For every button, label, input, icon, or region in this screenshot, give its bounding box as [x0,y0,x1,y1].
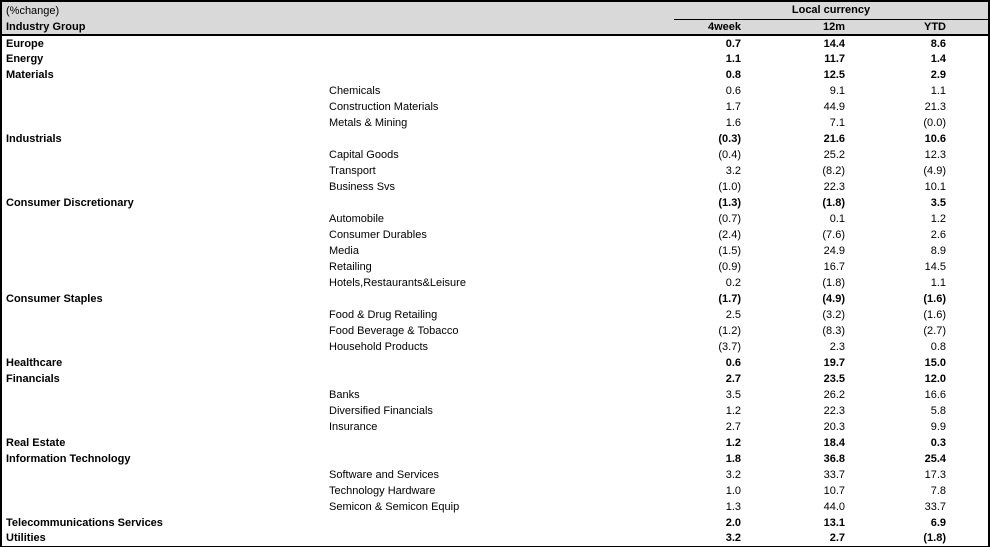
value-cell: 1.1 [725,53,741,65]
value-cell: (0.7) [718,213,741,225]
value-cell: 2.7 [725,421,741,433]
table-row [1,467,989,483]
sub-industry-label: Automobile [329,213,385,225]
value-cell: 2.7 [725,373,741,385]
local-currency-header: Local currency [674,1,989,19]
industry-group-label: Healthcare [6,357,63,369]
table-row [1,435,989,451]
value-cell: 23.5 [823,373,845,385]
industry-group-label: Energy [6,53,44,65]
value-cell: 25.2 [823,149,845,161]
value-cell: (8.2) [822,165,845,177]
value-cell: 11.7 [824,53,845,65]
value-cell: 5.8 [930,405,946,417]
value-cell: 2.0 [725,517,741,529]
value-cell: 1.8 [725,453,741,465]
value-cell: 0.8 [930,341,946,353]
value-cell: 1.2 [930,213,946,225]
industry-group-label: Consumer Staples [6,293,103,305]
table-header [1,1,989,35]
value-cell: 1.2 [725,405,741,417]
value-cell: (0.3) [718,133,741,145]
value-cell: (3.7) [718,341,741,353]
table-row [1,307,989,323]
header-row-top [1,1,989,19]
spacer-cell [949,307,989,323]
spacer-cell [949,531,989,547]
column-header-ytd: YTD [848,19,949,35]
sub-industry-label: Business Svs [329,181,396,193]
spacer-cell [949,243,989,259]
percent-change-label: (%change) [1,1,674,19]
value-cell: (1.2) [718,325,741,337]
value-cell: (4.9) [923,165,946,177]
table-row [1,163,989,179]
spacer-cell [949,515,989,531]
table-row [1,35,989,51]
table-row [1,147,989,163]
value-cell: 12.5 [823,69,845,81]
value-cell: 7.1 [829,117,845,129]
spacer-cell [949,179,989,195]
value-cell: (1.0) [718,181,741,193]
spacer-cell [949,355,989,371]
table-row [1,211,989,227]
industry-group-label: Europe [6,37,44,50]
header-row-columns [1,19,989,35]
industry-group-label: Financials [6,373,60,385]
industry-group-label: Materials [6,69,54,81]
value-cell: (1.3) [718,197,741,209]
value-cell: 1.2 [725,437,741,449]
value-cell: (1.8) [822,197,845,209]
spacer-cell [949,435,989,451]
value-cell: (1.5) [718,245,741,257]
sub-industry-label: Chemicals [329,85,381,97]
industry-group-label: Industrials [6,133,62,145]
value-cell: 44.9 [823,101,845,113]
value-cell: (7.6) [822,229,845,241]
value-cell: 9.9 [930,421,946,433]
table-row [1,387,989,403]
value-cell: 8.9 [930,245,946,257]
table-row [1,323,989,339]
industry-group-header: Industry Group [1,19,674,35]
value-cell: 21.3 [924,101,946,113]
value-cell: (1.6) [923,309,946,321]
spacer-header-cell [949,19,989,35]
spacer-cell [949,35,989,51]
value-cell: 1.0 [725,485,741,497]
value-cell: 16.7 [823,261,845,273]
spacer-cell [949,147,989,163]
value-cell: 12.3 [924,149,946,161]
spacer-cell [949,323,989,339]
sub-industry-label: Capital Goods [329,149,399,161]
value-cell: (2.4) [718,229,741,241]
spacer-cell [949,483,989,499]
value-cell: 0.6 [725,85,741,97]
industry-group-label: Consumer Discretionary [6,197,134,209]
table-row [1,531,989,547]
value-cell: 9.1 [829,85,845,97]
value-cell: 44.0 [823,501,845,513]
table-row [1,291,989,307]
value-cell: 0.8 [725,69,741,81]
table-row [1,227,989,243]
value-cell: (4.9) [822,293,845,305]
value-cell: 36.8 [823,453,845,465]
table-row [1,259,989,275]
value-cell: 13.1 [823,517,845,529]
value-cell: 17.3 [924,469,946,481]
industry-group-label: Utilities [6,532,46,545]
value-cell: 19.7 [823,357,845,369]
value-cell: 14.4 [823,37,845,50]
spacer-cell [949,115,989,131]
table-row [1,275,989,291]
spacer-cell [949,387,989,403]
sub-industry-label: Household Products [329,341,429,353]
value-cell: 33.7 [823,469,845,481]
value-cell: 12.0 [924,373,946,385]
table-row [1,483,989,499]
spacer-cell [949,275,989,291]
spacer-cell [949,371,989,387]
value-cell: 14.5 [924,261,946,273]
industry-group-label: Telecommunications Services [6,517,163,529]
table-row [1,51,989,67]
spacer-cell [949,227,989,243]
table-row [1,115,989,131]
value-cell: 25.4 [924,453,946,465]
value-cell: 10.1 [924,181,946,193]
table-row [1,403,989,419]
value-cell: 3.2 [725,532,741,545]
sub-industry-label: Consumer Durables [329,229,427,241]
table-row [1,339,989,355]
value-cell: (0.9) [718,261,741,273]
value-cell: 1.7 [725,101,741,113]
table-row [1,419,989,435]
table-row [1,355,989,371]
value-cell: 1.1 [930,85,946,97]
value-cell: (1.8) [822,277,845,289]
sub-industry-label: Media [329,245,359,257]
value-cell: (3.2) [822,309,845,321]
sub-industry-label: Construction Materials [329,101,439,113]
value-cell: 0.6 [725,357,741,369]
table-row [1,67,989,83]
table-row [1,499,989,515]
value-cell: 26.2 [823,389,845,401]
sub-industry-label: Software and Services [329,469,440,481]
value-cell: (8.3) [822,325,845,337]
value-cell: 2.6 [930,229,946,241]
column-header-4week: 4week [674,19,744,35]
value-cell: 22.3 [823,181,845,193]
sub-industry-label: Diversified Financials [329,405,433,417]
value-cell: 2.5 [725,309,741,321]
value-cell: 16.6 [924,389,946,401]
spacer-cell [949,67,989,83]
spacer-cell [949,99,989,115]
value-cell: 22.3 [823,405,845,417]
spacer-cell [949,403,989,419]
table-row [1,451,989,467]
spacer-cell [949,339,989,355]
value-cell: 1.3 [725,501,741,513]
sub-industry-label: Metals & Mining [329,117,408,129]
table-row [1,195,989,211]
sub-industry-label: Food Beverage & Tobacco [329,325,459,337]
value-cell: 6.9 [930,517,946,529]
value-cell: 3.2 [725,165,741,177]
sub-industry-label: Hotels,Restaurants&Leisure [329,277,466,289]
sub-industry-label: Transport [329,165,376,177]
value-cell: 0.1 [829,213,845,225]
value-cell: 2.7 [829,532,845,545]
table-row [1,99,989,115]
value-cell: 1.4 [930,53,946,65]
table-row [1,371,989,387]
value-cell: 3.5 [725,389,741,401]
sub-industry-label: Insurance [329,421,378,433]
value-cell: 0.7 [725,37,741,50]
column-header-12m: 12m [744,19,848,35]
table-row [1,515,989,531]
spacer-cell [949,451,989,467]
industry-group-label: Real Estate [6,437,66,449]
table-row [1,179,989,195]
value-cell: 24.9 [823,245,845,257]
value-cell: (0.0) [923,117,946,129]
sub-industry-label: Semicon & Semicon Equip [329,501,460,513]
value-cell: 0.3 [930,437,946,449]
spacer-cell [949,467,989,483]
sub-industry-label: Technology Hardware [329,485,436,497]
value-cell: (0.4) [718,149,741,161]
spacer-cell [949,291,989,307]
value-cell: 1.6 [725,117,741,129]
spacer-cell [949,419,989,435]
spacer-cell [949,499,989,515]
spacer-cell [949,195,989,211]
value-cell: 2.3 [829,341,845,353]
sub-industry-label: Banks [329,389,360,401]
industry-group-label: Information Technology [6,453,131,465]
value-cell: 3.2 [725,469,741,481]
value-cell: (1.8) [923,532,946,545]
value-cell: 8.6 [930,37,946,50]
sub-industry-label: Retailing [329,261,372,273]
value-cell: 2.9 [930,69,946,81]
spacer-cell [949,131,989,147]
value-cell: 3.5 [930,197,946,209]
value-cell: 33.7 [924,501,946,513]
table-row [1,83,989,99]
table-body [1,35,989,547]
value-cell: 10.7 [823,485,845,497]
value-cell: 0.2 [725,277,741,289]
value-cell: (2.7) [923,325,946,337]
value-cell: (1.7) [718,293,741,305]
table-row [1,243,989,259]
value-cell: 7.8 [930,485,946,497]
value-cell: 20.3 [823,421,845,433]
value-cell: 18.4 [823,437,845,449]
spacer-cell [949,259,989,275]
spacer-cell [949,83,989,99]
table-row [1,131,989,147]
value-cell: 21.6 [823,133,845,145]
value-cell: 10.6 [924,133,946,145]
value-cell: 15.0 [924,357,946,369]
spacer-cell [949,51,989,67]
spacer-cell [949,211,989,227]
spacer-cell [949,163,989,179]
value-cell: (1.6) [923,293,946,305]
value-cell: 1.1 [930,277,946,289]
sub-industry-label: Food & Drug Retailing [329,309,438,321]
